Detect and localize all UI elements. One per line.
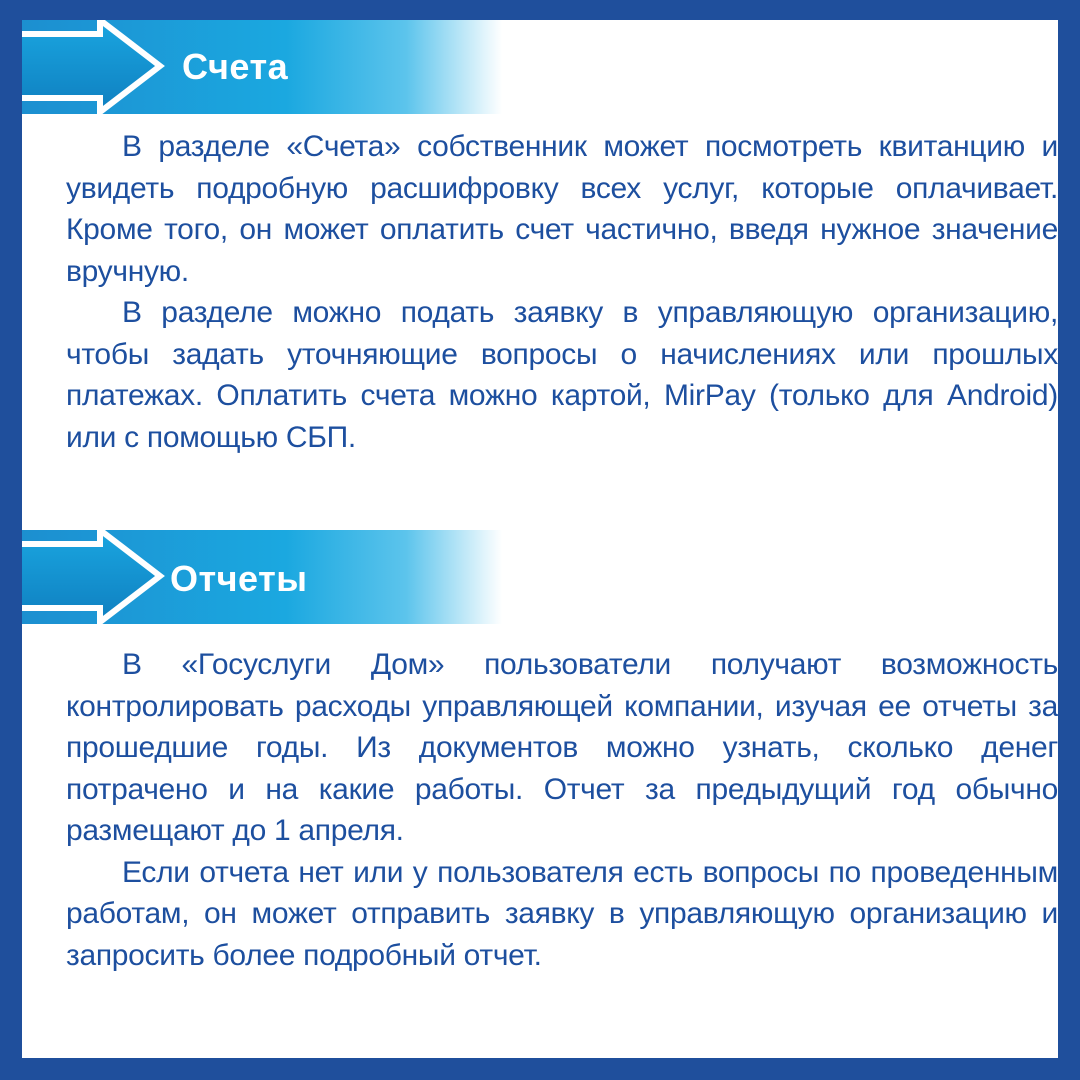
- paragraph: В разделе можно подать заявку в управляющую организацию, чтобы задать уточняющие вопросы о начислениях или прошлых платежах. Оплатить счета можно картой, MirPay (только для Android) или с помощью СБП.: [66, 296, 1058, 454]
- section-body-otchety: [66, 644, 1058, 976]
- section-title: Счета: [182, 46, 289, 87]
- paragraph: Если отчета нет или у пользователя есть вопросы по проведенным работам, он может отправить заявку в управляющую организацию и запросить более подробный отчет.: [66, 855, 1058, 972]
- content-card: [22, 20, 1058, 1058]
- section-banner-otchety: [22, 530, 502, 634]
- paragraph: В разделе «Счета» собственник может посмотреть квитанцию и увидеть подробную расшифровку всех услуг, которые оплачивает. Кроме того, он может оплатить счет частично, введя нужное значение вручную.: [66, 130, 1058, 288]
- paragraph: В «Госуслуги Дом» пользователи получают возможность контролировать расходы управляющей компании, изучая ее отчеты за прошедшие годы. Из документов можно узнать, сколько денег потрачено и на какие работы. Отчет за предыдущий год обычно размещают до 1 апреля.: [66, 648, 1058, 847]
- section-banner-scheta: [22, 20, 502, 124]
- section-title: Отчеты: [170, 558, 308, 599]
- section-body-scheta: [66, 126, 1058, 458]
